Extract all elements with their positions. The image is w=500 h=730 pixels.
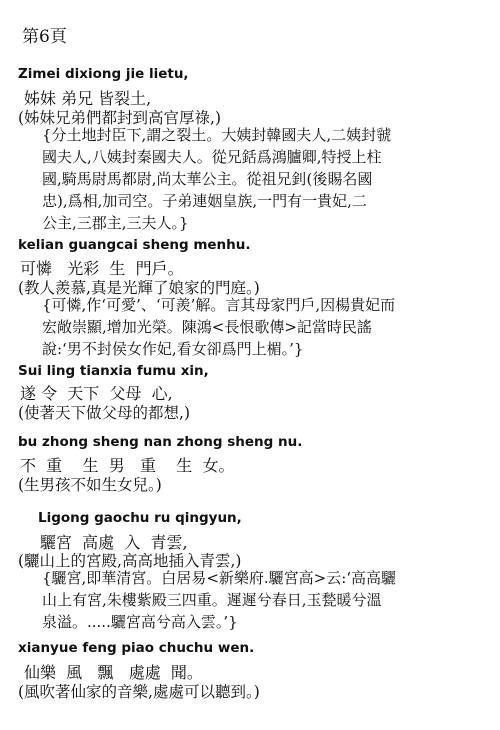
verse-2-translation: (教人羨慕,真是光輝了娘家的門庭。)	[18, 279, 260, 297]
verse-4-pinyin: bu zhong sheng nan zhong sheng nu.	[18, 434, 303, 450]
annotation-line: {驪宮,即華清宮。白居易<新樂府.驪宮高>云:‘高高驪	[42, 569, 397, 587]
verse-3-translation: (使著天下做父母的都想,)	[18, 404, 191, 422]
verse-5-annotation	[42, 567, 396, 633]
verse-1-pinyin: Zimei dixiong jie lietu,	[18, 66, 189, 82]
page-number: 第6頁	[22, 27, 67, 47]
verse-2-hanzi: 可憐 光彩 生 門戶。	[20, 259, 184, 278]
annotation-line: {可憐,作‘可愛’、‘可羨’解。言其母家門戶,因楊貴妃而	[42, 296, 396, 314]
annotation-line: 宏敞崇顯,增加光榮。陳鴻<長恨歌傳>記當時民謠	[42, 318, 372, 336]
annotation-line: 國,騎馬尉馬都尉,尚太華公主。從祖兄釗(後賜名國	[42, 170, 373, 188]
verse-2-annotation	[42, 294, 395, 360]
annotation-line: {分土地封臣下,謂之裂土。大姨封韓國夫人,二姨封虢	[42, 126, 392, 144]
verse-6-pinyin: xianyue feng piao chuchu wen.	[18, 640, 255, 656]
verse-5-translation: (驪山上的宮殿,高高地插入青雲,)	[18, 552, 242, 570]
verse-6-hanzi: 仙樂 風 飄 處處 聞。	[24, 663, 203, 682]
verse-1-hanzi: 姊妹 弟兄 皆裂土,	[24, 89, 152, 108]
verse-3-pinyin: Sui ling tianxia fumu xin,	[18, 363, 209, 379]
annotation-line: 山上有宮,朱樓紫殿三四重。遲遲兮春日,玉甃暖兮溫	[42, 591, 382, 609]
annotation-line: 泉溢。.....驪宮高兮高入雲。’}	[42, 613, 238, 631]
verse-4-hanzi: 不 重 生 男 重 生 女。	[20, 456, 235, 475]
verse-6-translation: (風吹著仙家的音樂,處處可以聽到。)	[18, 683, 260, 701]
verse-1-translation: (姊妹兄弟們都封到高官厚祿,)	[18, 109, 222, 127]
annotation-line: 說:‘男不封侯女作妃,看女卻爲門上楣。’}	[42, 340, 304, 358]
annotation-line: 國夫人,八姨封秦國夫人。從兄銛爲鴻臚卿,特授上柱	[42, 148, 382, 166]
verse-5-pinyin: Ligong gaochu ru qingyun,	[38, 510, 242, 526]
annotation-line: 公主,三郡主,三夫人。}	[42, 214, 189, 232]
verse-3-hanzi: 遂 令 天下 父母 心,	[20, 384, 173, 403]
verse-2-pinyin: kelian guangcai sheng menhu.	[18, 237, 251, 253]
verse-1-annotation	[42, 124, 391, 234]
verse-4-translation: (生男孩不如生女兒。)	[18, 476, 162, 494]
verse-5-hanzi: 驪宮 高處 入 青雲,	[40, 533, 188, 552]
annotation-line: 忠),爲相,加司空。子弟連姻皇族,一門有一貴妃,二	[42, 192, 367, 210]
